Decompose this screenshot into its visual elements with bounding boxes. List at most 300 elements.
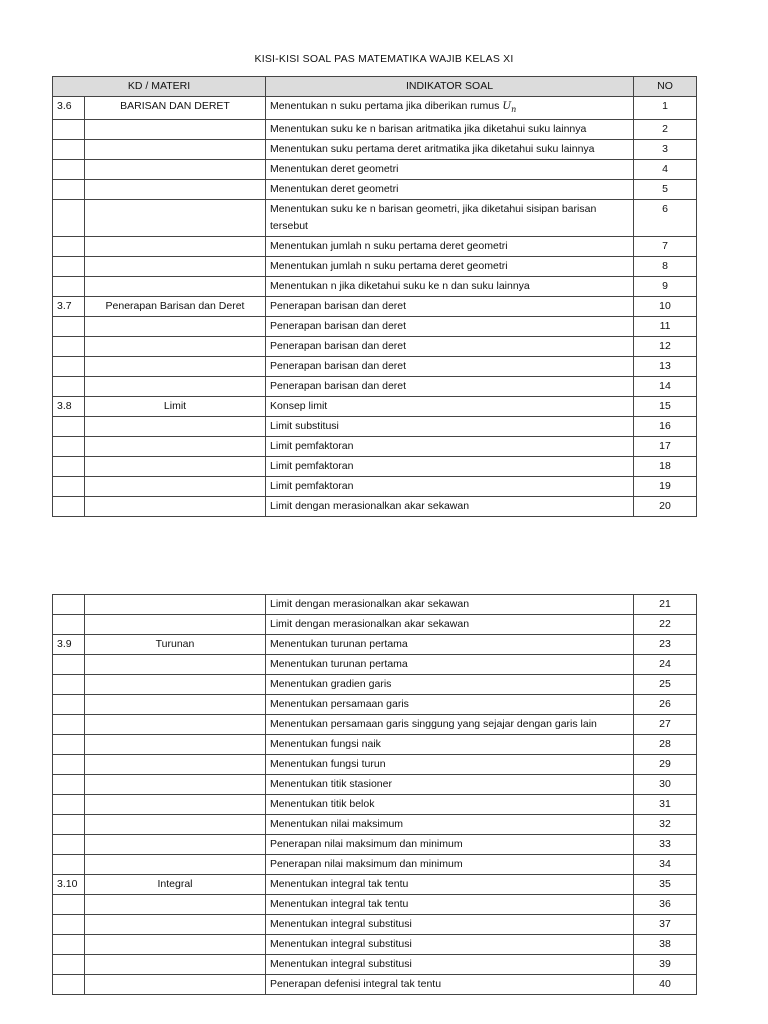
materi-cell xyxy=(85,477,266,497)
indikator-cell xyxy=(266,160,634,180)
table-row xyxy=(53,237,697,257)
kd-cell xyxy=(53,437,85,457)
no-cell-text: 21 xyxy=(659,598,671,610)
materi-cell xyxy=(85,735,266,755)
no-cell-text: 8 xyxy=(662,260,668,273)
indikator-cell xyxy=(266,297,634,317)
kd-cell xyxy=(53,635,85,655)
materi-cell xyxy=(85,200,266,237)
materi-cell xyxy=(85,277,266,297)
materi-cell xyxy=(85,120,266,140)
formula-base: U xyxy=(502,100,512,112)
indikator-cell-text: Menentukan integral tak tentu xyxy=(270,878,409,890)
no-cell-text: 23 xyxy=(659,638,671,650)
no-cell-text: 5 xyxy=(662,183,668,196)
materi-cell xyxy=(85,497,266,517)
table-row xyxy=(53,397,697,417)
indikator-cell xyxy=(266,975,634,995)
no-cell xyxy=(634,655,697,675)
indikator-cell-text: Penerapan nilai maksimum dan minimum xyxy=(270,838,463,850)
kd-cell xyxy=(53,695,85,715)
no-cell-text: 39 xyxy=(659,958,671,970)
indikator-cell xyxy=(266,675,634,695)
no-cell-text: 35 xyxy=(659,878,671,890)
materi-cell xyxy=(85,935,266,955)
materi-cell xyxy=(85,180,266,200)
kd-cell xyxy=(53,180,85,200)
no-cell-text: 11 xyxy=(659,320,671,333)
materi-cell xyxy=(85,855,266,875)
table-row xyxy=(53,200,697,237)
no-cell xyxy=(634,160,697,180)
table-row xyxy=(53,615,697,635)
materi-cell xyxy=(85,975,266,995)
materi-cell xyxy=(85,377,266,397)
no-cell xyxy=(634,835,697,855)
indikator-cell xyxy=(266,695,634,715)
no-cell xyxy=(634,595,697,615)
no-cell-text: 18 xyxy=(659,460,671,473)
indikator-cell-text: Limit dengan merasionalkan akar sekawan xyxy=(270,618,470,630)
table-row xyxy=(53,140,697,160)
no-cell-text: 34 xyxy=(659,858,671,870)
kd-cell xyxy=(53,357,85,377)
no-cell-text: 9 xyxy=(662,280,668,293)
kd-cell xyxy=(53,735,85,755)
kd-cell xyxy=(53,457,85,477)
materi-cell xyxy=(85,317,266,337)
indikator-cell-text: Menentukan fungsi turun xyxy=(270,758,386,770)
indikator-cell xyxy=(266,935,634,955)
indikator-cell-text: Menentukan titik belok xyxy=(270,798,375,810)
table-row xyxy=(53,875,697,895)
indikator-cell xyxy=(266,397,634,417)
kd-cell xyxy=(53,317,85,337)
indikator-cell-text: Menentukan n jika diketahui suku ke n dan suku lainnya xyxy=(270,280,530,293)
materi-cell xyxy=(85,140,266,160)
table-row xyxy=(53,277,697,297)
kd-cell xyxy=(53,595,85,615)
no-cell-text: 20 xyxy=(659,500,671,513)
indikator-cell-text: Menentukan turunan pertama xyxy=(270,658,408,670)
no-cell-text: 7 xyxy=(662,240,668,253)
materi-cell xyxy=(85,955,266,975)
indikator-cell-text: Penerapan barisan dan deret xyxy=(270,320,407,333)
table-row xyxy=(53,975,697,995)
table-row xyxy=(53,595,697,615)
no-cell xyxy=(634,895,697,915)
indikator-cell-text: Menentukan persamaan garis xyxy=(270,698,409,710)
materi-cell xyxy=(85,675,266,695)
materi-cell xyxy=(85,795,266,815)
indikator-cell-text: Menentukan turunan pertama xyxy=(270,638,408,650)
kd-cell xyxy=(53,915,85,935)
materi-cell xyxy=(85,417,266,437)
kd-cell xyxy=(53,200,85,237)
materi-cell xyxy=(85,457,266,477)
no-cell-text: 31 xyxy=(659,798,671,810)
materi-cell xyxy=(85,297,266,317)
table-row xyxy=(53,120,697,140)
indikator-cell-text: Penerapan nilai maksimum dan minimum xyxy=(270,858,463,870)
kd-cell xyxy=(53,975,85,995)
no-cell xyxy=(634,715,697,735)
no-cell-text: 3 xyxy=(662,143,668,156)
indikator-cell xyxy=(266,915,634,935)
indikator-cell-text: Menentukan integral substitusi xyxy=(270,938,412,950)
table-body-1 xyxy=(53,97,697,517)
no-cell xyxy=(634,875,697,895)
table-row xyxy=(53,955,697,975)
table-row xyxy=(53,497,697,517)
no-cell xyxy=(634,635,697,655)
kd-cell xyxy=(53,237,85,257)
table-row xyxy=(53,895,697,915)
no-cell xyxy=(634,735,697,755)
materi-cell xyxy=(85,595,266,615)
indikator-cell xyxy=(266,755,634,775)
no-cell-text: 17 xyxy=(659,440,671,453)
materi-cell xyxy=(85,895,266,915)
no-cell xyxy=(634,397,697,417)
indikator-cell xyxy=(266,955,634,975)
materi-cell xyxy=(85,775,266,795)
table-row xyxy=(53,855,697,875)
indikator-cell xyxy=(266,120,634,140)
kd-cell-text: 3.9 xyxy=(57,638,72,650)
indikator-cell-text: Limit pemfaktoran xyxy=(270,460,354,473)
table-header-row xyxy=(53,77,697,97)
kd-cell xyxy=(53,477,85,497)
no-cell-text: 22 xyxy=(659,618,671,630)
no-cell xyxy=(634,815,697,835)
no-cell xyxy=(634,357,697,377)
indikator-cell xyxy=(266,277,634,297)
indikator-cell xyxy=(266,875,634,895)
no-cell-text: 38 xyxy=(659,938,671,950)
indikator-cell xyxy=(266,615,634,635)
table-row xyxy=(53,337,697,357)
kisi-table-2 xyxy=(52,594,697,995)
indikator-cell xyxy=(266,180,634,200)
materi-cell xyxy=(85,655,266,675)
table-row xyxy=(53,755,697,775)
indikator-cell-text: Menentukan fungsi naik xyxy=(270,738,381,750)
no-cell xyxy=(634,200,697,237)
table-row xyxy=(53,775,697,795)
indikator-cell xyxy=(266,855,634,875)
indikator-cell xyxy=(266,437,634,457)
materi-cell-text: Penerapan Barisan dan Deret xyxy=(105,300,245,313)
indikator-cell-text: Menentukan jumlah n suku pertama deret geometri xyxy=(270,240,508,253)
table-row xyxy=(53,715,697,735)
indikator-cell xyxy=(266,337,634,357)
indikator-cell xyxy=(266,477,634,497)
no-cell xyxy=(634,675,697,695)
indikator-cell xyxy=(266,140,634,160)
header-kd-materi: KD / MATERI xyxy=(53,77,266,97)
indikator-cell xyxy=(266,417,634,437)
indikator-cell-text: Menentukan integral substitusi xyxy=(270,918,412,930)
kd-cell xyxy=(53,397,85,417)
no-cell-text: 16 xyxy=(659,420,671,433)
indikator-cell xyxy=(266,655,634,675)
indikator-cell-text: Menentukan deret geometri xyxy=(270,183,399,196)
no-cell xyxy=(634,855,697,875)
table-row xyxy=(53,317,697,337)
indikator-cell-text: Menentukan integral tak tentu xyxy=(270,898,409,910)
kd-cell xyxy=(53,755,85,775)
indikator-cell-text: Limit dengan merasionalkan akar sekawan xyxy=(270,598,470,610)
table-row xyxy=(53,437,697,457)
header-indikator: INDIKATOR SOAL xyxy=(266,77,634,97)
table-row xyxy=(53,477,697,497)
materi-cell-text: BARISAN DAN DERET xyxy=(120,100,230,112)
no-cell-text: 6 xyxy=(662,203,668,216)
indikator-cell xyxy=(266,595,634,615)
no-cell-text: 2 xyxy=(662,123,668,136)
no-cell xyxy=(634,317,697,337)
no-cell-text: 29 xyxy=(659,758,671,770)
no-cell-text: 12 xyxy=(659,340,671,353)
materi-cell xyxy=(85,97,266,120)
indikator-cell-text: Menentukan suku ke n barisan aritmatika jika diketahui suku lainnya xyxy=(270,123,587,136)
no-cell-text: 28 xyxy=(659,738,671,750)
indikator-cell xyxy=(266,257,634,277)
kd-cell xyxy=(53,775,85,795)
indikator-cell xyxy=(266,457,634,477)
table-row xyxy=(53,655,697,675)
no-cell-text: 30 xyxy=(659,778,671,790)
kd-cell xyxy=(53,855,85,875)
no-cell xyxy=(634,975,697,995)
formula-un xyxy=(502,100,517,115)
indikator-cell-text: Menentukan n suku pertama jika diberikan rumus xyxy=(270,100,503,112)
indikator-cell xyxy=(266,795,634,815)
indikator-cell-text: Menentukan nilai maksimum xyxy=(270,818,404,830)
no-cell xyxy=(634,615,697,635)
no-cell-text: 37 xyxy=(659,918,671,930)
materi-cell xyxy=(85,397,266,417)
kd-cell xyxy=(53,815,85,835)
materi-cell-text: Limit xyxy=(163,400,187,413)
indikator-cell xyxy=(266,895,634,915)
table-row xyxy=(53,835,697,855)
materi-cell xyxy=(85,337,266,357)
table-row xyxy=(53,735,697,755)
no-cell xyxy=(634,457,697,477)
materi-cell xyxy=(85,237,266,257)
header-no: NO xyxy=(634,77,697,97)
kd-cell xyxy=(53,277,85,297)
no-cell-text: 10 xyxy=(659,300,671,313)
kd-cell xyxy=(53,417,85,437)
kd-cell xyxy=(53,337,85,357)
table-row xyxy=(53,795,697,815)
no-cell xyxy=(634,795,697,815)
kd-cell xyxy=(53,935,85,955)
indikator-cell-text: Limit substitusi xyxy=(270,420,339,433)
table-row xyxy=(53,457,697,477)
indikator-cell xyxy=(266,835,634,855)
indikator-cell xyxy=(266,200,634,237)
kd-cell xyxy=(53,140,85,160)
indikator-cell-text: Menentukan jumlah n suku pertama deret geometri xyxy=(270,260,508,273)
no-cell-text: 36 xyxy=(659,898,671,910)
no-cell xyxy=(634,97,697,120)
no-cell xyxy=(634,337,697,357)
table-row xyxy=(53,675,697,695)
table-body-2 xyxy=(53,595,697,995)
indikator-cell xyxy=(266,237,634,257)
table-row xyxy=(53,97,697,120)
no-cell xyxy=(634,955,697,975)
materi-cell xyxy=(85,437,266,457)
kd-cell xyxy=(53,257,85,277)
kd-cell xyxy=(53,615,85,635)
kisi-table-1 xyxy=(52,76,697,517)
materi-cell xyxy=(85,835,266,855)
no-cell-text: 4 xyxy=(662,163,668,176)
table-row xyxy=(53,915,697,935)
kd-cell xyxy=(53,675,85,695)
no-cell xyxy=(634,437,697,457)
formula-subscript: n xyxy=(511,105,517,115)
no-cell xyxy=(634,695,697,715)
indikator-cell-text: Konsep limit xyxy=(270,400,328,413)
indikator-cell xyxy=(266,635,634,655)
indikator-cell xyxy=(266,815,634,835)
indikator-cell xyxy=(266,97,634,120)
indikator-cell xyxy=(266,317,634,337)
materi-cell xyxy=(85,357,266,377)
no-cell-text: 1 xyxy=(662,100,668,112)
materi-cell xyxy=(85,915,266,935)
indikator-cell-text: Penerapan barisan dan deret xyxy=(270,380,407,393)
kd-cell-text: 3.8 xyxy=(57,400,72,413)
no-cell-text: 40 xyxy=(659,978,671,990)
indikator-cell-text: Penerapan defenisi integral tak tentu xyxy=(270,978,442,990)
kd-cell xyxy=(53,497,85,517)
indikator-cell-text: Menentukan integral substitusi xyxy=(270,958,412,970)
no-cell-text: 14 xyxy=(659,380,671,393)
indikator-cell xyxy=(266,715,634,735)
kd-cell xyxy=(53,875,85,895)
no-cell xyxy=(634,417,697,437)
indikator-cell-text: Penerapan barisan dan deret xyxy=(270,360,407,373)
kd-cell xyxy=(53,835,85,855)
table-row xyxy=(53,297,697,317)
indikator-cell-text: Penerapan barisan dan deret xyxy=(270,300,407,313)
table-row xyxy=(53,935,697,955)
indikator-cell-text: Limit pemfaktoran xyxy=(270,440,354,453)
kd-cell xyxy=(53,655,85,675)
kd-cell xyxy=(53,120,85,140)
table-row xyxy=(53,417,697,437)
no-cell-text: 25 xyxy=(659,678,671,690)
indikator-cell xyxy=(266,497,634,517)
no-cell xyxy=(634,497,697,517)
kd-cell xyxy=(53,795,85,815)
no-cell xyxy=(634,477,697,497)
kd-cell xyxy=(53,97,85,120)
indikator-cell-text: Menentukan deret geometri xyxy=(270,163,399,176)
table-row xyxy=(53,180,697,200)
indikator-cell xyxy=(266,775,634,795)
indikator-cell-text: Menentukan suku pertama deret aritmatika jika diketahui suku lainnya xyxy=(270,143,595,156)
no-cell-text: 33 xyxy=(659,838,671,850)
no-cell-text: 15 xyxy=(659,400,671,413)
no-cell-text: 13 xyxy=(659,360,671,373)
kd-cell-text: 3.10 xyxy=(57,878,78,890)
indikator-cell-text: Menentukan gradien garis xyxy=(270,678,392,690)
materi-cell-text: Integral xyxy=(157,878,193,890)
no-cell xyxy=(634,120,697,140)
no-cell xyxy=(634,140,697,160)
no-cell xyxy=(634,915,697,935)
kd-cell-text: 3.6 xyxy=(57,100,72,112)
kd-cell xyxy=(53,895,85,915)
no-cell xyxy=(634,297,697,317)
no-cell-text: 19 xyxy=(659,480,671,493)
indikator-cell-text: Limit dengan merasionalkan akar sekawan xyxy=(270,500,470,513)
table-row xyxy=(53,695,697,715)
table-row xyxy=(53,635,697,655)
indikator-cell-text: Menentukan persamaan garis singgung yang sejajar dengan garis lain xyxy=(270,718,597,730)
materi-cell xyxy=(85,635,266,655)
no-cell-text: 24 xyxy=(659,658,671,670)
materi-cell xyxy=(85,815,266,835)
table-row xyxy=(53,357,697,377)
indikator-cell-text: Penerapan barisan dan deret xyxy=(270,340,407,353)
materi-cell xyxy=(85,615,266,635)
materi-cell xyxy=(85,257,266,277)
document-title: KISI-KISI SOAL PAS MATEMATIKA WAJIB KELAS XI xyxy=(254,53,514,65)
materi-cell xyxy=(85,160,266,180)
materi-cell xyxy=(85,695,266,715)
materi-cell xyxy=(85,875,266,895)
indikator-cell-text: Limit pemfaktoran xyxy=(270,480,354,493)
materi-cell xyxy=(85,755,266,775)
kd-cell xyxy=(53,715,85,735)
indikator-cell xyxy=(266,357,634,377)
table-row xyxy=(53,257,697,277)
kd-cell xyxy=(53,377,85,397)
indikator-cell-text: Menentukan titik stasioner xyxy=(270,778,392,790)
indikator-cell-text: Menentukan suku ke n barisan geometri, jika diketahui sisipan barisan tersebut xyxy=(270,203,597,233)
table-row xyxy=(53,815,697,835)
materi-cell-text: Turunan xyxy=(155,638,195,650)
no-cell xyxy=(634,755,697,775)
no-cell-text: 27 xyxy=(659,718,671,730)
table-row xyxy=(53,160,697,180)
table-row xyxy=(53,377,697,397)
kd-cell xyxy=(53,297,85,317)
indikator-cell xyxy=(266,735,634,755)
no-cell-text: 32 xyxy=(659,818,671,830)
no-cell xyxy=(634,257,697,277)
kd-cell-text: 3.7 xyxy=(57,300,72,313)
no-cell xyxy=(634,775,697,795)
no-cell xyxy=(634,277,697,297)
materi-cell xyxy=(85,715,266,735)
kd-cell xyxy=(53,160,85,180)
no-cell-text: 26 xyxy=(659,698,671,710)
kd-cell xyxy=(53,955,85,975)
no-cell xyxy=(634,237,697,257)
no-cell xyxy=(634,377,697,397)
no-cell xyxy=(634,180,697,200)
